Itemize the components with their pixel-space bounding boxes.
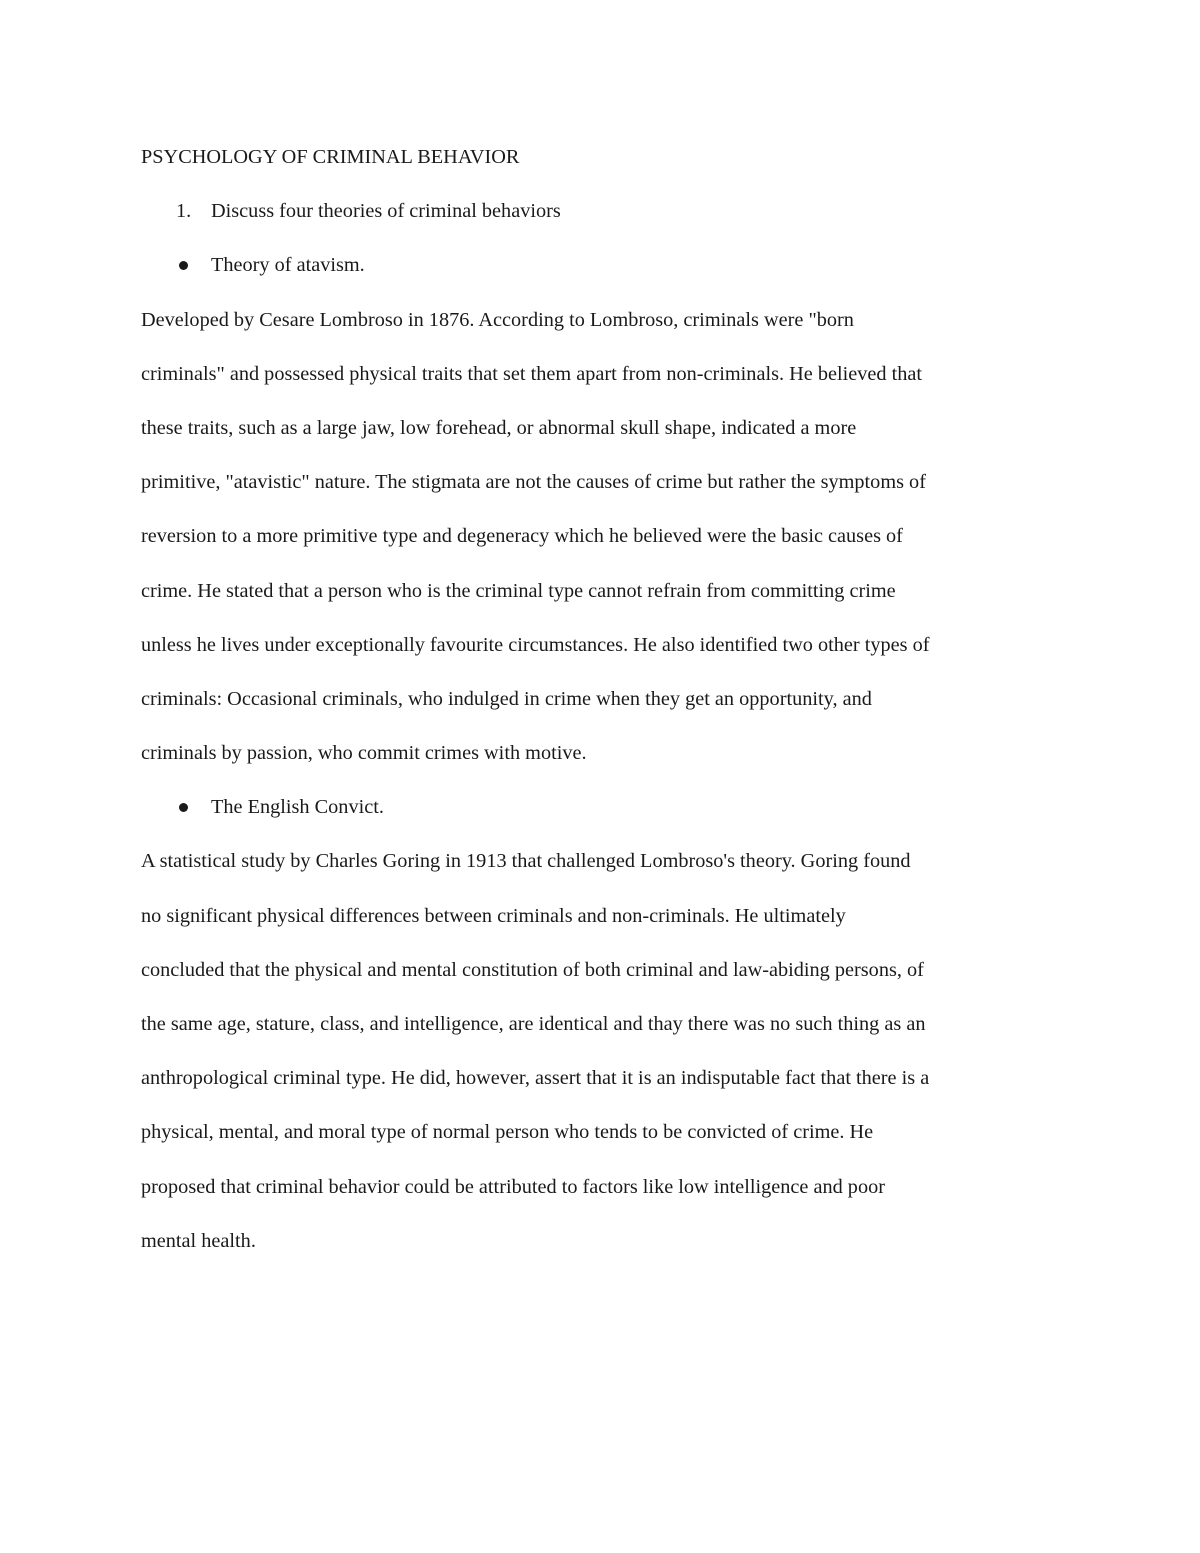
numbered-question [141,184,1061,238]
paragraph-line: Developed by Cesare Lombroso in 1876. According to Lombroso, criminals were "born [141,308,854,331]
paragraph-line: these traits, such as a large jaw, low forehead, or abnormal skull shape, indicated a more [141,416,857,439]
bullet-label: The English Convict. [211,796,384,819]
paragraph-line: proposed that criminal behavior could be attributed to factors like low intelligence and poor [141,1175,885,1198]
paragraph-line: criminals: Occasional criminals, who indulged in crime when they get an opportunity, and [141,687,872,710]
document-title: PSYCHOLOGY OF CRIMINAL BEHAVIOR [141,146,520,168]
bullet-label: Theory of atavism. [211,254,365,277]
document-body [141,130,1061,1268]
paragraph-line: the same age, stature, class, and intelligence, are identical and thay there was no such thing as an [141,1013,926,1035]
section-paragraph-english-convict [141,834,1061,1268]
bullet-dot-icon [179,803,188,812]
paragraph-line: primitive, "atavistic" nature. The stigmata are not the causes of crime but rather the symptoms of [141,471,926,494]
question-number: 1. [176,200,192,223]
paragraph-line: criminals by passion, who commit crimes with motive. [141,742,587,765]
question-text: Discuss four theories of criminal behaviors [211,200,561,223]
paragraph-line: physical, mental, and moral type of normal person who tends to be convicted of crime. He [141,1121,874,1144]
bullet-item-english-convict [141,780,1061,834]
paragraph-line: crime. He stated that a person who is the criminal type cannot refrain from committing crime [141,579,896,602]
paragraph-line: A statistical study by Charles Goring in 1913 that challenged Lombroso's theory. Goring found [141,850,911,873]
paragraph-line: mental health. [141,1229,256,1252]
paragraph-line: unless he lives under exceptionally favourite circumstances. He also identified two other types of [141,633,930,656]
paragraph-line: anthropological criminal type. He did, however, assert that it is an indisputable fact that there is a [141,1067,930,1090]
paragraph-line: no significant physical differences between criminals and non-criminals. He ultimately [141,904,846,927]
paragraph-line: concluded that the physical and mental constitution of both criminal and law-abiding persons, of [141,958,924,981]
section-paragraph-atavism [141,293,1061,781]
paragraph-line: reversion to a more primitive type and degeneracy which he believed were the basic causes of [141,525,903,548]
paragraph-line: criminals" and possessed physical traits that set them apart from non-criminals. He believed that [141,362,923,385]
bullet-item-atavism [141,238,1061,292]
bullet-dot-icon [179,261,188,270]
